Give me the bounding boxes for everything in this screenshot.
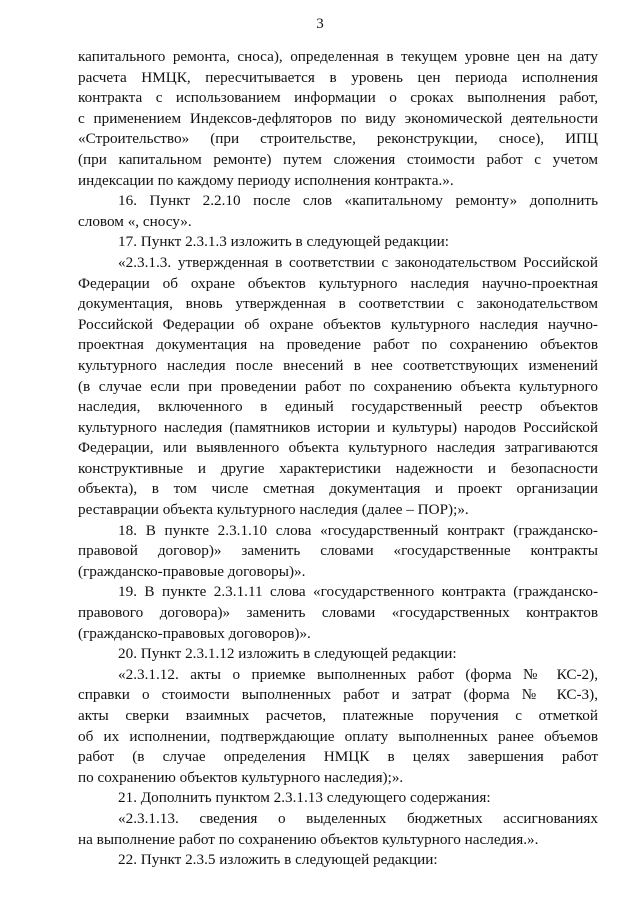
text-line: контракта с использованием информации о сроках выполнения работ,	[78, 89, 598, 107]
text-line: 16. Пункт 2.2.10 после слов «капитальному ремонту» дополнить	[118, 192, 598, 210]
text-line: Федерации об охране объектов культурного наследия научно-проектная	[78, 274, 598, 292]
text-line: (гражданско-правовые договоры)».	[78, 562, 306, 580]
document-body	[78, 47, 598, 871]
text-line: индексации по каждому периоду исполнения контракта.».	[78, 171, 454, 189]
text-line: (при капитальном ремонте) путем сложения стоимости работ с учетом	[78, 150, 598, 168]
text-line: словом «, сносу».	[78, 212, 192, 230]
text-line: «2.3.1.3. утвержденная в соответствии с законодательством Российской	[118, 253, 598, 271]
text-line: документация, вновь утвержденная в соответствии с законодательством	[78, 295, 598, 313]
text-line: справки о стоимости выполненных работ и затрат (форма № КС-3),	[78, 686, 598, 704]
text-line: по сохранению объектов культурного наследия);».	[78, 768, 404, 786]
text-line: проектная документация на проведение работ по сохранению объектов	[78, 336, 598, 354]
text-line: «Строительство» (при строительстве, реконструкции, сносе), ИПЦ	[78, 130, 598, 148]
text-line: с применением Индексов-дефляторов по виду экономической деятельности	[78, 109, 598, 127]
text-line: Российской Федерации об охране объектов культурного наследия научно-	[78, 315, 598, 333]
text-line: работ (в случае определения НМЦК в целях завершения работ	[78, 748, 598, 766]
text-line: на выполнение работ по сохранению объектов культурного наследия.».	[78, 830, 539, 848]
text-line: «2.3.1.12. акты о приемке выполненных работ (форма № КС-2),	[118, 665, 598, 683]
text-line: (гражданско-правовых договоров)».	[78, 624, 311, 642]
text-line: (в случае если при проведении работ по сохранению объекта культурного	[78, 377, 598, 395]
text-line: реставрации объекта культурного наследия (далее – ПОР);».	[78, 501, 469, 519]
text-line: правового договора)» заменить словами «государственных контрактов	[78, 604, 598, 622]
text-line: конструктивные и другие характеристики надежности и безопасности	[78, 459, 598, 477]
page-number: 3	[316, 16, 324, 32]
text-line: 18. В пункте 2.3.1.10 слова «государственный контракт (гражданско-	[118, 521, 598, 539]
text-line: расчета НМЦК, пересчитывается в уровень цен периода исполнения	[78, 68, 598, 86]
text-line: наследия, включенного в единый государственный реестр объектов	[78, 398, 598, 416]
text-line: «2.3.1.13. сведения о выделенных бюджетных ассигнованиях	[118, 809, 598, 827]
text-line: капитального ремонта, сноса), определенная в текущем уровне цен на дату	[78, 48, 598, 65]
text-line: 22. Пункт 2.3.5 изложить в следующей редакции:	[118, 851, 438, 869]
text-line: культурного наследия после внесений в нее соответствующих изменений	[78, 356, 598, 374]
text-line: Федерации, или выявленного объекта культурного наследия затрагиваются	[78, 439, 598, 457]
text-line: об их исполнении, подтверждающие оплату выполненных ранее объемов	[78, 727, 598, 745]
text-line: культурного наследия (памятников истории и культуры) народов Российской	[78, 418, 598, 436]
text-line: объекта), в том числе сметная документация и проект организации	[78, 480, 598, 498]
text-line: 21. Дополнить пунктом 2.3.1.13 следующего содержания:	[118, 789, 491, 807]
text-line: акты сверки взаимных расчетов, платежные поручения с отметкой	[78, 707, 598, 724]
text-line: 20. Пункт 2.3.1.12 изложить в следующей редакции:	[118, 645, 457, 663]
text-line: 17. Пункт 2.3.1.3 изложить в следующей редакции:	[118, 233, 449, 251]
text-line: правовой договор)» заменить словами «государственные контракты	[78, 542, 598, 560]
text-line: 19. В пункте 2.3.1.11 слова «государственного контракта (гражданско-	[118, 583, 598, 601]
